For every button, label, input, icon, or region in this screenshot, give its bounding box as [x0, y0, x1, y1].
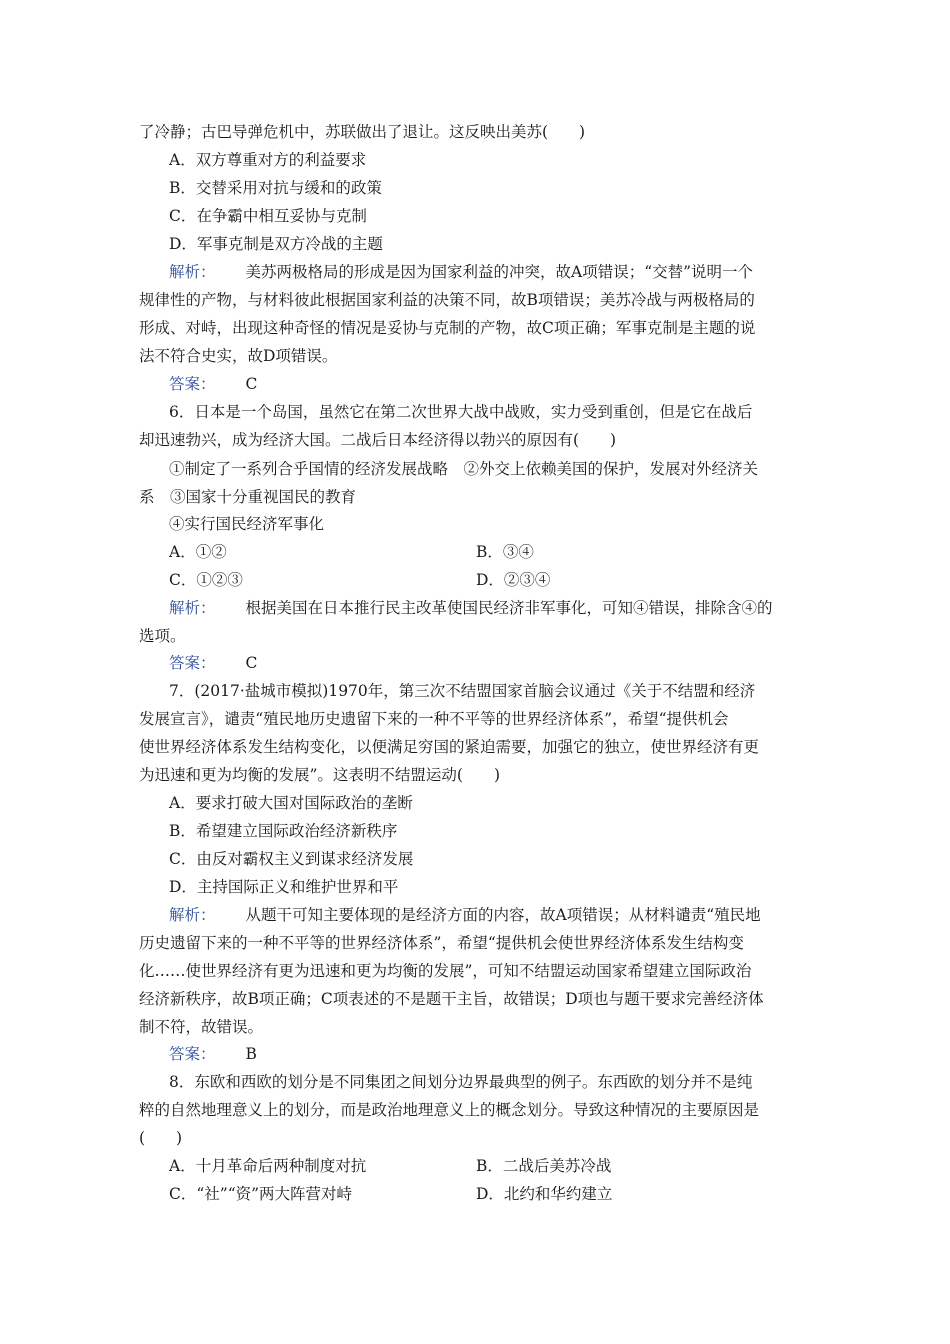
q8-option-b: B．二战后美苏冷战 — [476, 1157, 612, 1175]
answer-value: C — [245, 375, 258, 393]
q6-option-a: A．①② — [169, 543, 227, 561]
answer-label: 答案： — [169, 375, 216, 393]
q6-analysis-line: 选项。 — [139, 627, 186, 645]
answer-label: 答案： — [169, 1045, 216, 1063]
q6-item: 系 ③国家十分重视国民的教育 — [139, 488, 357, 506]
q7-analysis-line: 历史遗留下来的一种不平等的世界经济体系”，希望“提供机会使世界经济体系发生结构变 — [139, 934, 744, 952]
q5-analysis-line: 法不符合史实，故D项错误。 — [139, 347, 338, 365]
q6-stem: 6．日本是一个岛国，虽然它在第二次世界大战中战败，实力受到重创，但是它在战后 — [169, 403, 753, 421]
q5-analysis-line: 形成、对峙，出现这种奇怪的情况是妥协与克制的产物，故C项正确；军事克制是主题的说 — [139, 319, 756, 337]
q5-answer — [169, 374, 257, 394]
analysis-label: 解析： — [169, 263, 216, 281]
q5-option-d: D．军事克制是双方冷战的主题 — [169, 235, 383, 253]
q7-stem-line: 为迅速和更为均衡的发展”。这表明不结盟运动( ) — [139, 766, 501, 784]
q7-option-d: D．主持国际正义和维护世界和平 — [169, 878, 399, 896]
answer-value: B — [245, 1045, 257, 1063]
q6-analysis — [169, 598, 773, 618]
q5-option-c: C．在争霸中相互妥协与克制 — [169, 207, 367, 225]
analysis-text: 从题干可知主要体现的是经济方面的内容，故A项错误；从材料谴责“殖民地 — [245, 906, 761, 924]
analysis-text: 美苏两极格局的形成是因为国家利益的冲突，故A项错误；“交替”说明一个 — [245, 263, 754, 281]
q5-option-b: B．交替采用对抗与缓和的政策 — [169, 179, 382, 197]
q5-stem: 了冷静；古巴导弹危机中，苏联做出了退让。这反映出美苏( ) — [139, 123, 586, 141]
q8-option-a: A．十月革命后两种制度对抗 — [169, 1157, 367, 1175]
q6-item: ④实行国民经济军事化 — [169, 515, 325, 533]
q8-option-d: D．北约和华约建立 — [476, 1185, 613, 1203]
q6-answer — [169, 653, 257, 673]
q8-stem-line: ( ) — [139, 1129, 183, 1147]
q6-option-c: C．①②③ — [169, 571, 243, 589]
analysis-label: 解析： — [169, 906, 216, 924]
q8-option-c: C．“社”“资”两大阵营对峙 — [169, 1185, 353, 1203]
q7-answer — [169, 1044, 257, 1064]
q7-analysis-line: 化……使世界经济有更为迅速和更为均衡的发展”，可知不结盟运动国家希望建立国际政治 — [139, 962, 752, 980]
q5-analysis — [169, 262, 753, 282]
analysis-label: 解析： — [169, 599, 216, 617]
answer-value: C — [245, 654, 258, 672]
q6-stem-line: 却迅速勃兴，成为经济大国。二战后日本经济得以勃兴的原因有( ) — [139, 431, 617, 449]
analysis-text: 根据美国在日本推行民主改革使国民经济非军事化，可知④错误，排除含④的 — [245, 599, 773, 617]
q7-option-c: C．由反对霸权主义到谋求经济发展 — [169, 850, 414, 868]
q8-stem-line: 粹的自然地理意义上的划分，而是政治地理意义上的概念划分。导致这种情况的主要原因是 — [139, 1101, 760, 1119]
q7-option-b: B．希望建立国际政治经济新秩序 — [169, 822, 398, 840]
q8-stem: 8．东欧和西欧的划分是不同集团之间划分边界最典型的例子。东西欧的划分并不是纯 — [169, 1073, 753, 1091]
q7-stem: 7．(2017·盐城市模拟)1970年，第三次不结盟国家首脑会议通过《关于不结盟和经济 — [169, 682, 756, 700]
q7-option-a: A．要求打破大国对国际政治的垄断 — [169, 794, 413, 812]
q7-stem-line: 发展宣言》，谴责“殖民地历史遗留下来的一种不平等的世界经济体系”，希望“提供机会 — [139, 710, 729, 728]
q5-option-a: A．双方尊重对方的利益要求 — [169, 151, 367, 169]
q7-stem-line: 使世界经济体系发生结构变化，以便满足穷国的紧迫需要，加强它的独立，使世界经济有更 — [139, 738, 760, 756]
q6-item: ①制定了一系列合乎国情的经济发展战略 ②外交上依赖美国的保护，发展对外经济关 — [169, 460, 759, 478]
q7-analysis-line: 制不符，故错误。 — [139, 1018, 264, 1036]
answer-label: 答案： — [169, 654, 216, 672]
q5-analysis-line: 规律性的产物，与材料彼此根据国家利益的决策不同，故B项错误；美苏冷战与两极格局的 — [139, 291, 755, 309]
q7-analysis-line: 经济新秩序，故B项正确；C项表述的不是题干主旨，故错误；D项也与题干要求完善经济体 — [139, 990, 764, 1008]
q6-option-b: B．③④ — [476, 543, 534, 561]
q6-option-d: D．②③④ — [476, 571, 551, 589]
q7-analysis — [169, 905, 761, 925]
